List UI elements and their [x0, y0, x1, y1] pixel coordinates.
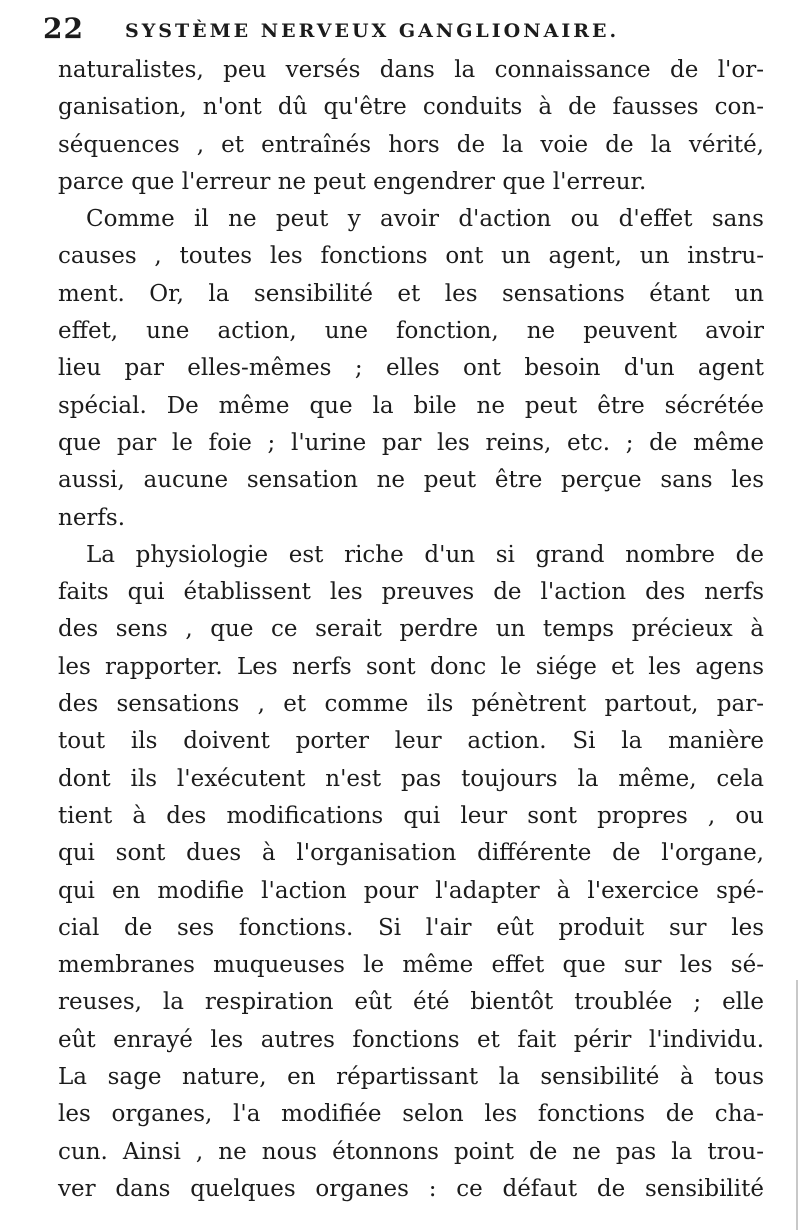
running-head: SYSTÈME NERVEUX GANGLIONAIRE. [125, 20, 620, 42]
page-header [43, 12, 763, 46]
page-number: 22 [43, 12, 84, 45]
text-line: parce que l'erreur ne peut engendrer que l'erreur. [58, 168, 647, 195]
text-line: qui en modifie l'action pour l'adapter à l'exercice spé- [58, 877, 764, 904]
text-line: spécial. De même que la bile ne peut être sécrétée [58, 392, 764, 419]
text-line: reuses, la respiration eût été bientôt troublée ; elle [58, 989, 764, 1016]
text-line: dont ils l'exécutent n'est pas toujours la même, cela [58, 765, 764, 792]
text-line: que par le foie ; l'urine par les reins, etc. ; de même [58, 429, 764, 456]
text-line: les organes, l'a modifiée selon les fonctions de cha- [58, 1101, 764, 1128]
text-line: faits qui établissent les preuves de l'action des nerfs [58, 579, 764, 606]
body-text [58, 52, 764, 1208]
text-line: des sensations , et comme ils pénètrent partout, par- [58, 691, 764, 718]
text-line: La physiologie est riche d'un si grand nombre de [86, 541, 764, 568]
text-line: tient à des modifications qui leur sont propres , ou [58, 802, 764, 829]
text-line: tout ils doivent porter leur action. Si la manière [58, 728, 764, 755]
text-line: cial de ses fonctions. Si l'air eût produit sur les [58, 914, 764, 941]
text-line: eût enrayé les autres fonctions et fait périr l'individu. [58, 1026, 764, 1053]
text-line: membranes muqueuses le même effet que sur les sé- [58, 952, 764, 979]
text-line: nerfs. [58, 504, 126, 531]
text-line: cun. Ainsi , ne nous étonnons point de ne pas la trou- [58, 1138, 764, 1165]
text-line: qui sont dues à l'organisation différente de l'organe, [58, 840, 764, 867]
text-line: aussi, aucune sensation ne peut être perçue sans les [58, 467, 764, 494]
text-line: causes , toutes les fonctions ont un agent, un instru- [58, 243, 764, 270]
text-line: ver dans quelques organes : ce défaut de sensibilité [58, 1175, 764, 1202]
text-line: séquences , et entraînés hors de la voie de la vérité, [58, 131, 764, 158]
text-line: La sage nature, en répartissant la sensibilité à tous [58, 1064, 764, 1091]
text-line: naturalistes, peu versés dans la connaissance de l'or- [58, 57, 764, 83]
page-edge-shadow [796, 980, 798, 1230]
text-line: lieu par elles-mêmes ; elles ont besoin d'un agent [58, 355, 764, 382]
text-line: Comme il ne peut y avoir d'action ou d'effet sans [86, 206, 764, 233]
text-line: des sens , que ce serait perdre un temps précieux à [58, 616, 764, 643]
text-line: ment. Or, la sensibilité et les sensations étant un [58, 280, 764, 307]
text-line: effet, une action, une fonction, ne peuvent avoir [58, 318, 764, 345]
text-line: ganisation, n'ont dû qu'être conduits à de fausses con- [58, 94, 764, 121]
text-line: les rapporter. Les nerfs sont donc le siége et les agens [58, 653, 764, 680]
